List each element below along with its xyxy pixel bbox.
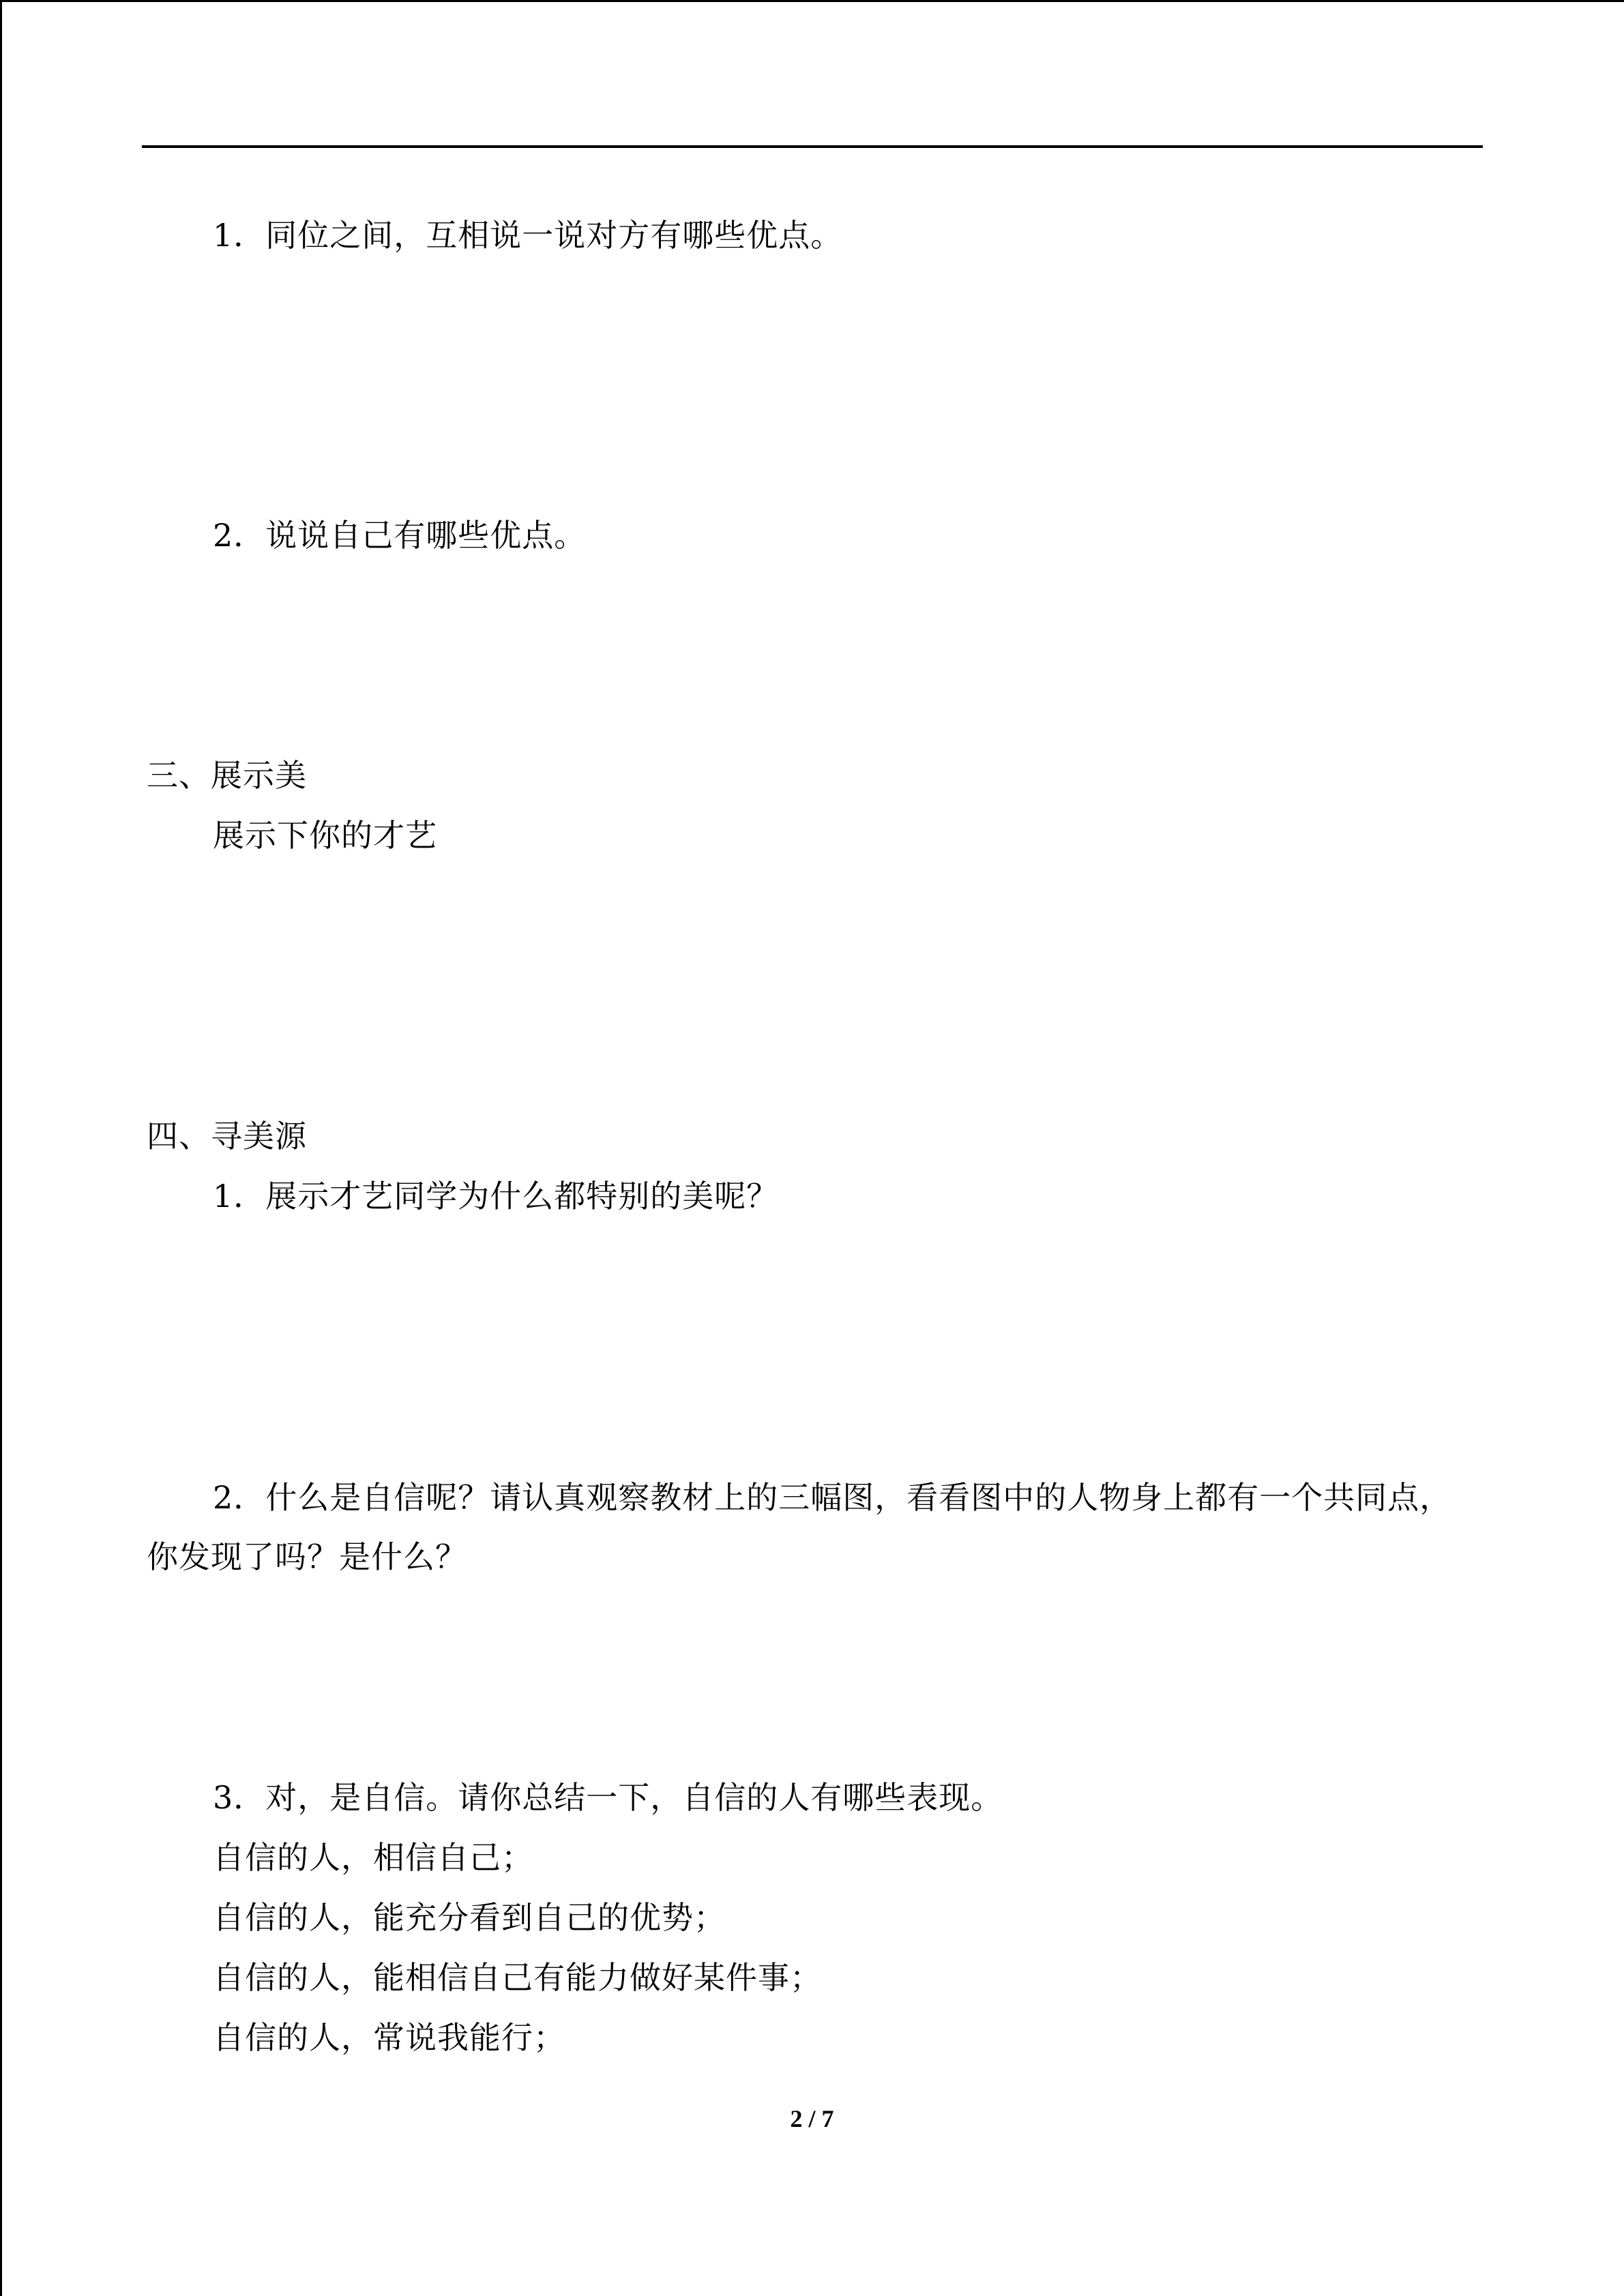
question-2-1: 1．同位之间，互相说一说对方有哪些优点。 <box>213 217 843 254</box>
trait-line: 自信的人，能相信自己有能力做好某件事； <box>213 1959 822 1996</box>
trait-line: 自信的人，常说我能行； <box>213 2019 565 2056</box>
question-2-2: 2．说说自己有哪些优点。 <box>213 517 587 554</box>
question-4-1: 1．展示才艺同学为什么都特别的美呢？ <box>213 1178 779 1214</box>
question-4-3: 3．对，是自信。请你总结一下，自信的人有哪些表现。 <box>213 1779 1003 1816</box>
trait-line: 自信的人，能充分看到自己的优势； <box>213 1899 726 1936</box>
question-4-2-line2: 你发现了吗？是什么？ <box>147 1538 467 1575</box>
page-number: 2 / 7 <box>790 2105 834 2132</box>
section-3-prompt: 展示下你的才艺 <box>213 817 437 854</box>
header-rule <box>142 145 1483 148</box>
section-3-heading: 三、展示美 <box>147 757 307 794</box>
trait-line: 自信的人，相信自己； <box>213 1839 533 1876</box>
section-4-heading: 四、寻美源 <box>147 1118 307 1154</box>
question-4-2-line1: 2．什么是自信呢？请认真观察教材上的三幅图，看看图中的人物身上都有一个共同点， <box>213 1479 1452 1516</box>
